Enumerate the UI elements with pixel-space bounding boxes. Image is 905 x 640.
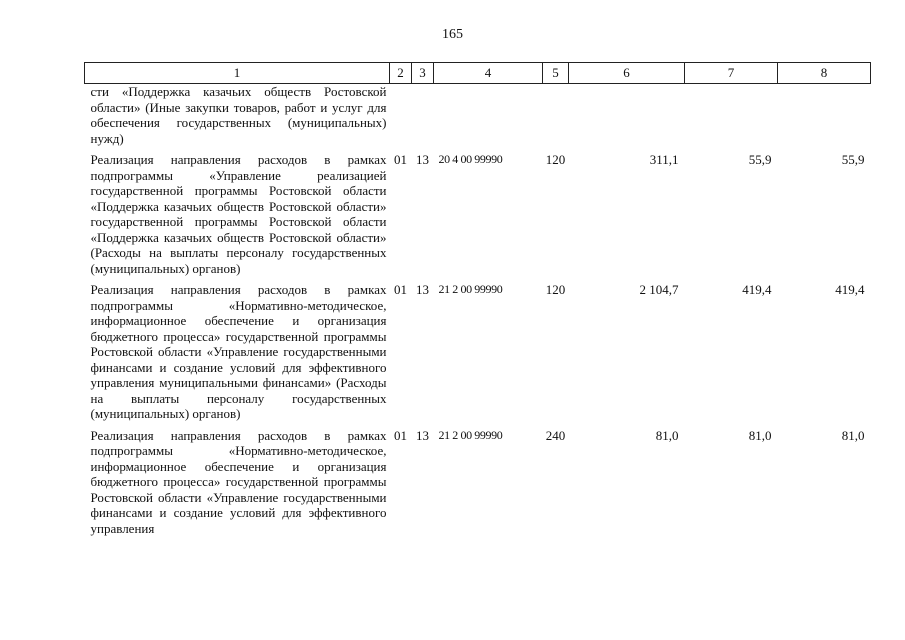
row-description: сти «Поддержка казачьих обществ Ростовской области» (Иные закупки товаров, работ и услуг для обеспечения государственных (муниципальных) нужд) (90, 84, 387, 146)
row-target-article: 20 4 00 99990 (438, 152, 503, 166)
row-expense-type: 240 (545, 427, 566, 443)
row-expense-type: 120 (545, 282, 566, 297)
row-target-article: 21 2 00 99990 (438, 427, 503, 442)
row-amount-col6: 2 104,7 (639, 282, 679, 297)
row-subsection: 13 (416, 282, 429, 297)
row-expense-type (543, 84, 569, 153)
row-amount-col6 (569, 84, 685, 153)
row-expense-type: 120 (545, 152, 566, 167)
row-amount-col8: 81,0 (841, 427, 865, 443)
row-description: Реализация направления расходов в рамках подпрограммы «Нормативно-методическое, информационное обеспечение и организация бюджетного процесса» государственной программы Ростовской области «Управление государственными финансами и создание условий для эффективного управления муниципальными финансами» (Расходы на выплаты персоналу государственных (муниципальных) органов) (90, 282, 387, 421)
column-header-2: 2 (390, 63, 412, 84)
header-row (85, 63, 871, 84)
row-subsection (412, 84, 434, 153)
column-header-4: 4 (434, 63, 543, 84)
row-section: 01 (394, 152, 407, 167)
page-number: 165 (442, 27, 463, 42)
row-subsection: 13 (416, 427, 429, 443)
row-amount-col6: 311,1 (649, 152, 679, 167)
row-amount-col8 (778, 84, 871, 153)
column-header-5: 5 (543, 63, 569, 84)
column-header-6: 6 (569, 63, 685, 84)
table-row (85, 84, 871, 153)
row-amount-col8: 419,4 (835, 282, 865, 297)
table-row (85, 428, 871, 543)
row-section (390, 84, 412, 153)
budget-table (84, 62, 871, 542)
row-amount-col7: 55,9 (748, 152, 772, 167)
row-description: Реализация направления расходов в рамках подпрограммы «Управление реализацией государственной программы Ростовской области «Поддержка казачьих обществ Ростовской области» государственной программы Ростовской области «Поддержка казачьих обществ Ростовской области» (Расходы на выплаты персоналу государственных (муниципальных) органов) (90, 152, 387, 276)
row-amount-col7: 81,0 (748, 427, 772, 443)
column-header-7: 7 (685, 63, 778, 84)
row-amount-col7: 419,4 (742, 282, 772, 297)
row-amount-col6: 81,0 (655, 427, 679, 443)
row-target-article: 21 2 00 99990 (438, 282, 503, 296)
column-header-3: 3 (412, 63, 434, 84)
row-amount-col7 (685, 84, 778, 153)
row-amount-col8: 55,9 (841, 152, 865, 167)
column-header-1: 1 (85, 63, 390, 84)
column-header-8: 8 (778, 63, 871, 84)
table-row (85, 152, 871, 282)
row-subsection: 13 (416, 152, 429, 167)
row-description: Реализация направления расходов в рамках подпрограммы «Нормативно-методическое, информационное обеспечение и организация бюджетного процесса» государственной программы Ростовской области «Управление государственными финансами и создание условий для эффективного управления (90, 427, 387, 536)
table-row (85, 282, 871, 428)
row-target-article (434, 84, 543, 153)
row-section: 01 (394, 427, 407, 443)
row-section: 01 (394, 282, 407, 297)
